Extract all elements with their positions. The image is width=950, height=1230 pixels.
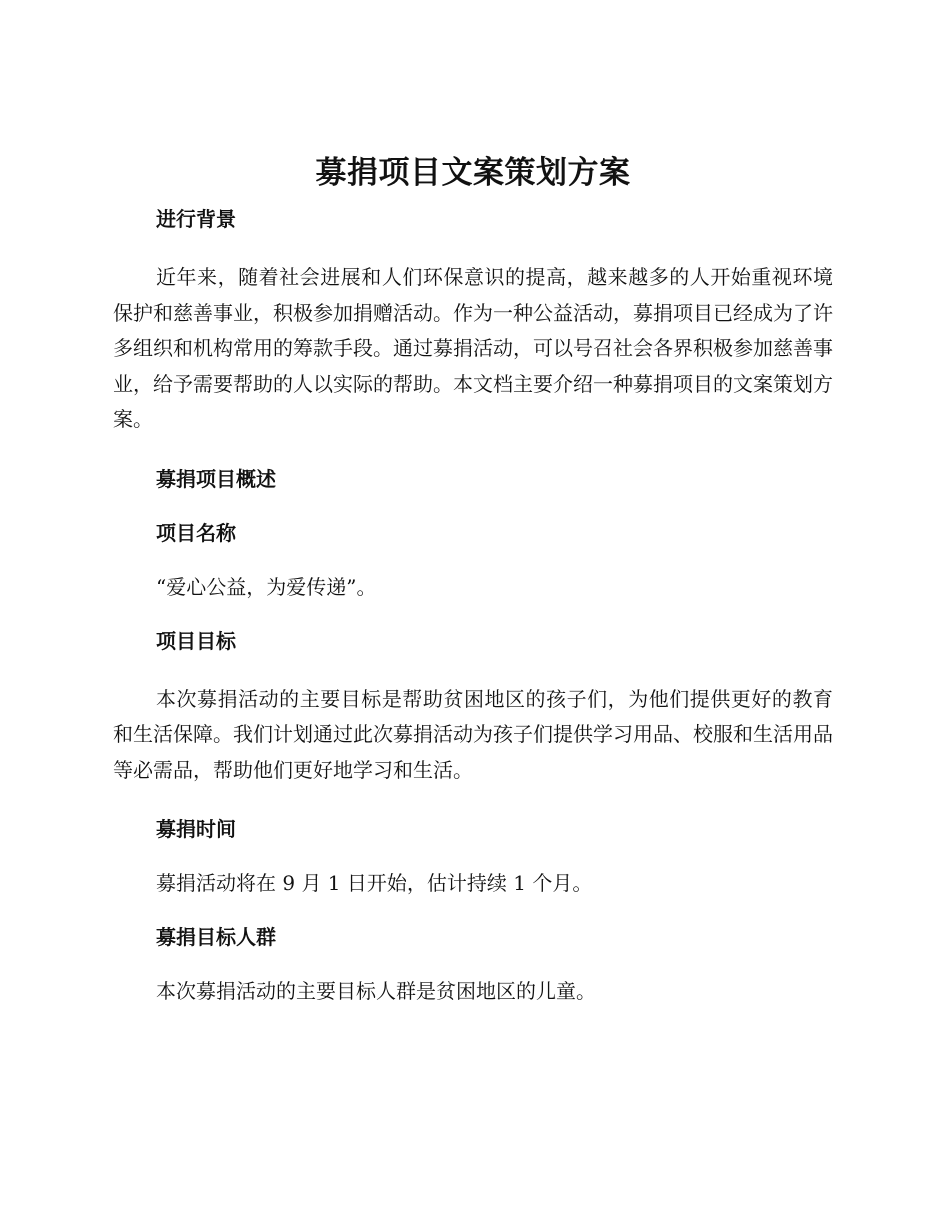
heading-target-group: 募捐目标人群: [156, 925, 276, 949]
paragraph-project-name: “爱心公益，为爱传递”。: [156, 574, 377, 599]
heading-overview: 募捐项目概述: [156, 466, 276, 491]
paragraph-project-goal: 本次募捐活动的主要目标是帮助贫困地区的孩子们，为他们提供更好的教育和生活保障。我们计划通过此次募捐活动为孩子们提供学习用品、校服和生活用品等必需品，帮助他们更好地学习和生活。: [113, 686, 833, 782]
paragraph-time: 募捐活动将在 9 月 1 日开始，估计持续 1 个月。: [156, 871, 593, 895]
heading-project-name: 项目名称: [156, 520, 236, 545]
heading-time: 募捐时间: [156, 817, 236, 841]
paragraph-background: 近年来，随着社会进展和人们环保意识的提高，越来越多的人开始重视环境保护和慈善事业，积极参加捐赠活动。作为一种公益活动，募捐项目已经成为了许多组织和机构常用的筹款手段。通过募捐活动，可以号召社会各界积极参加慈善事业，给予需要帮助的人以实际的帮助。本文档主要介绍一种募捐项目的文案策划方案。: [113, 265, 833, 431]
document-title: 募捐项目文案策划方案: [315, 155, 631, 191]
paragraph-target-group: 本次募捐活动的主要目标人群是贫困地区的儿童。: [156, 979, 596, 1003]
heading-project-goal: 项目目标: [156, 628, 236, 653]
heading-background: 进行背景: [156, 207, 236, 231]
